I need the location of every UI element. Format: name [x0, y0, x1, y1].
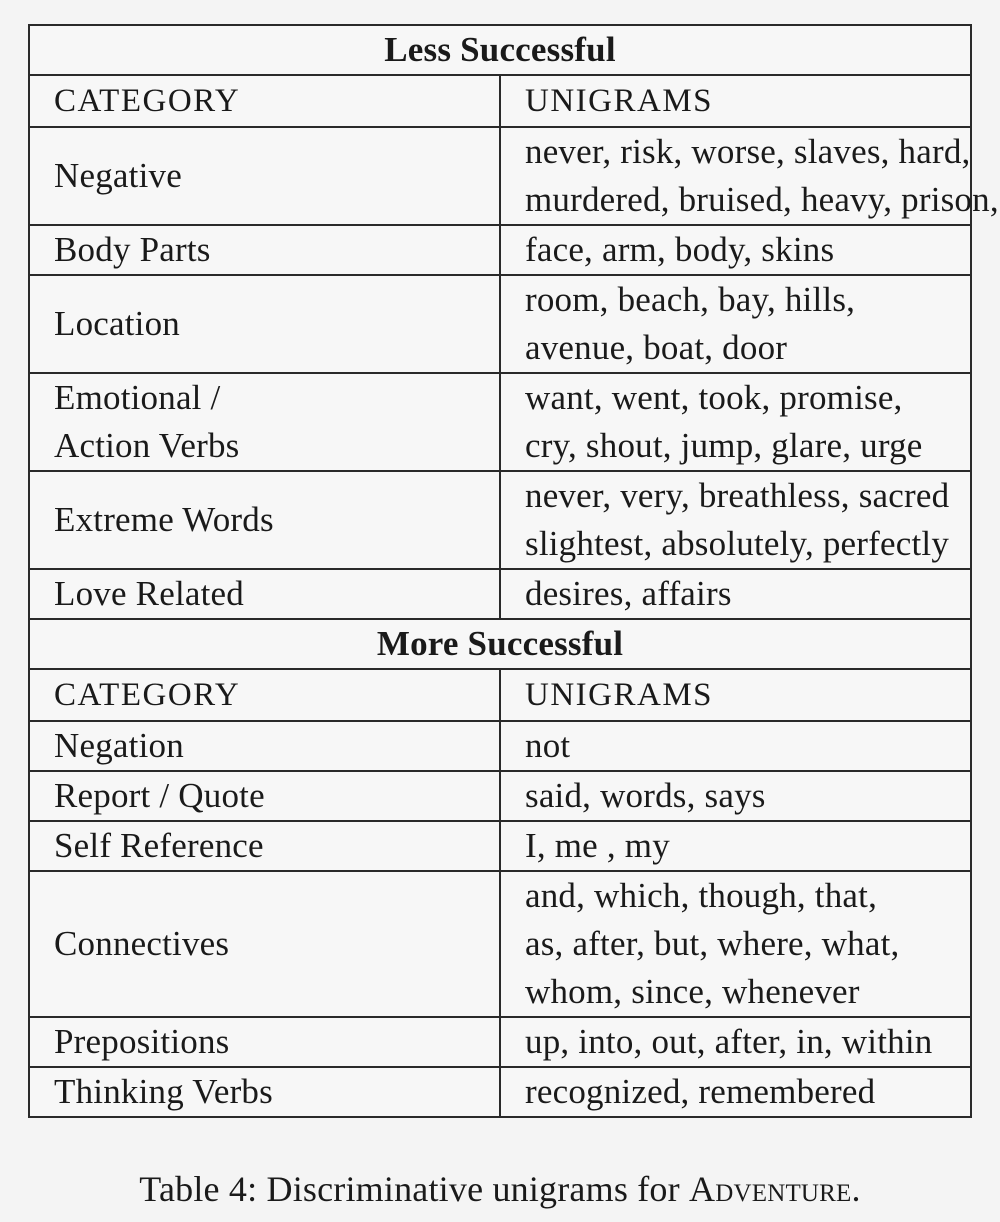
category-column-header: CATEGORY — [29, 75, 500, 127]
category-line: Emotional / — [54, 378, 221, 417]
category-line: Thinking Verbs — [54, 1072, 273, 1111]
unigram-line: face, arm, body, skins — [525, 230, 835, 269]
unigrams-cell — [500, 1017, 971, 1067]
unigrams-cell — [500, 275, 971, 373]
unigram-line: never, very, breathless, sacred — [525, 476, 950, 515]
caption-suffix: . — [851, 1169, 861, 1209]
unigram-line: said, words, says — [525, 776, 766, 815]
table-row — [29, 771, 971, 821]
unigram-line: room, beach, bay, hills, — [525, 280, 856, 319]
unigram-line: not — [525, 726, 571, 765]
unigrams-cell — [500, 771, 971, 821]
section-title: More Successful — [29, 619, 971, 669]
table-row — [29, 275, 971, 373]
caption-prefix: Table 4: Discriminative unigrams for — [139, 1169, 690, 1209]
unigram-line: never, risk, worse, slaves, hard, — [525, 132, 971, 171]
table-row — [29, 373, 971, 471]
category-line: Action Verbs — [54, 426, 240, 465]
category-column-header: CATEGORY — [29, 669, 500, 721]
category-cell — [29, 373, 500, 471]
unigram-line: desires, affairs — [525, 574, 732, 613]
table-body — [29, 25, 999, 1117]
unigram-line: want, went, took, promise, — [525, 378, 903, 417]
category-cell — [29, 821, 500, 871]
category-cell — [29, 275, 500, 373]
unigram-line: cry, shout, jump, glare, urge — [525, 426, 923, 465]
category-cell — [29, 569, 500, 619]
unigram-line: murdered, bruised, heavy, prison, — [525, 180, 999, 219]
category-cell — [29, 1067, 500, 1117]
category-line: Love Related — [54, 574, 244, 613]
table-row — [29, 1067, 971, 1117]
table-row — [29, 569, 971, 619]
table-row — [29, 721, 971, 771]
unigrams-cell — [500, 1067, 971, 1117]
unigrams-cell — [500, 373, 971, 471]
category-line: Connectives — [54, 924, 230, 963]
table-row — [29, 127, 971, 225]
category-line: Self Reference — [54, 826, 264, 865]
category-line: Negation — [54, 726, 184, 765]
category-cell — [29, 127, 500, 225]
unigrams-cell — [500, 225, 971, 275]
section-title-row — [29, 25, 971, 75]
unigrams-column-header: UNIGRAMS — [500, 75, 971, 127]
table-row — [29, 225, 971, 275]
unigram-line: whom, since, whenever — [525, 972, 860, 1011]
unigrams-cell — [500, 127, 999, 225]
table-row — [29, 471, 971, 569]
category-line: Report / Quote — [54, 776, 265, 815]
column-header-row — [29, 75, 971, 127]
category-cell — [29, 225, 500, 275]
category-cell — [29, 771, 500, 821]
unigram-line: avenue, boat, door — [525, 328, 788, 367]
caption-genre: Adventure — [689, 1169, 852, 1209]
category-line: Location — [54, 304, 180, 343]
unigrams-cell — [500, 871, 971, 1017]
category-line: Prepositions — [54, 1022, 230, 1061]
unigrams-cell — [500, 569, 971, 619]
table-row — [29, 1017, 971, 1067]
category-cell — [29, 471, 500, 569]
unigram-line: I, me , my — [525, 826, 670, 865]
unigram-line: slightest, absolutely, perfectly — [525, 524, 950, 563]
unigrams-cell — [500, 821, 971, 871]
unigram-line: recognized, remembered — [525, 1072, 876, 1111]
unigram-line: and, which, though, that, — [525, 876, 878, 915]
unigrams-cell — [500, 471, 971, 569]
unigram-line: up, into, out, after, in, within — [525, 1022, 933, 1061]
column-header-row — [29, 669, 971, 721]
unigram-line: as, after, but, where, what, — [525, 924, 900, 963]
table-row — [29, 871, 971, 1017]
table-caption — [0, 1168, 1000, 1210]
category-line: Body Parts — [54, 230, 211, 269]
unigrams-column-header: UNIGRAMS — [500, 669, 971, 721]
table-row — [29, 821, 971, 871]
category-cell — [29, 721, 500, 771]
section-title-row — [29, 619, 971, 669]
category-line: Extreme Words — [54, 500, 274, 539]
category-line: Negative — [54, 156, 182, 195]
section-title: Less Successful — [29, 25, 971, 75]
unigrams-cell — [500, 721, 971, 771]
unigrams-table — [28, 24, 999, 1118]
category-cell — [29, 1017, 500, 1067]
category-cell — [29, 871, 500, 1017]
